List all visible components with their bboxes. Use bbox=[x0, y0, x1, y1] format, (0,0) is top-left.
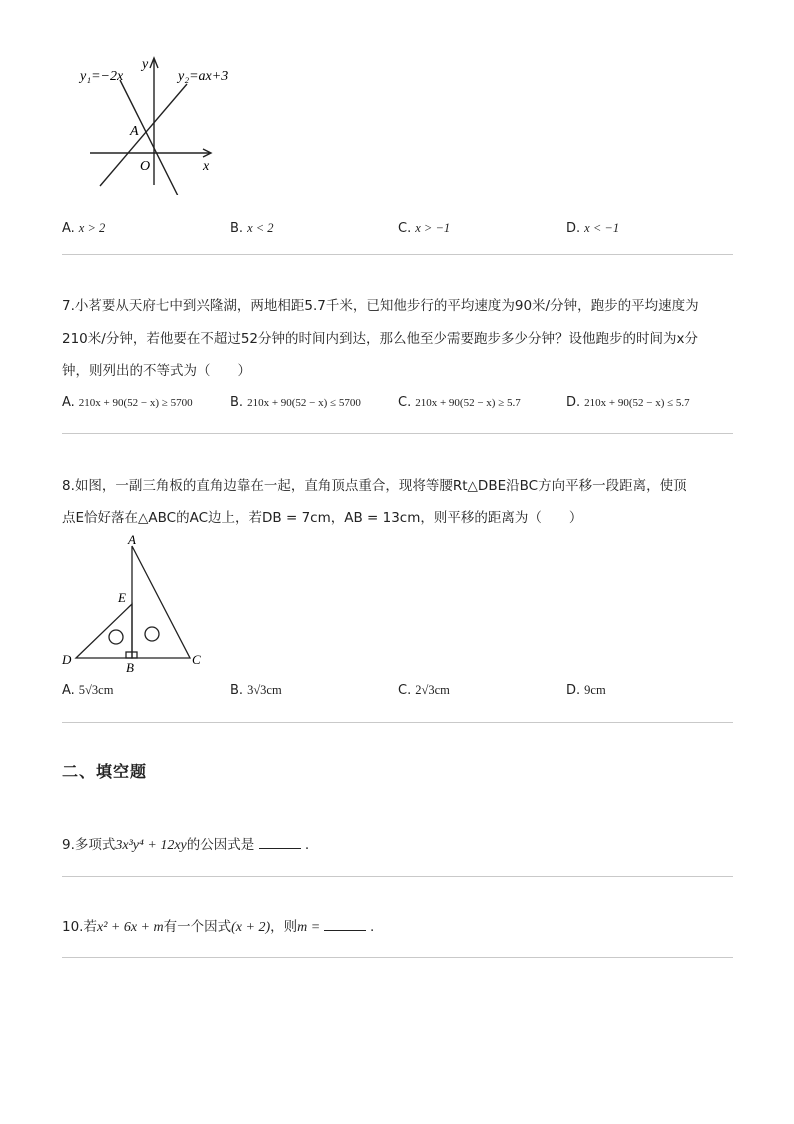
q10-var: m = bbox=[297, 920, 324, 935]
q10-prefix: 10.若 bbox=[62, 919, 97, 935]
option-label: D. bbox=[566, 221, 581, 236]
option-label: C. bbox=[398, 395, 412, 410]
y-axis-label: y bbox=[142, 57, 149, 72]
option-text: 210x + 90(52 − x) ≥ 5.7 bbox=[415, 397, 521, 409]
x-axis-label: x bbox=[203, 159, 210, 174]
option-label: A. bbox=[62, 683, 75, 698]
q8-text-line1: 8.如图，一副三角板的直角边靠在一起，直角顶点重合，现将等腰Rt△DBE沿BC方向平移一段距离，使顶 bbox=[62, 478, 687, 494]
option-text: 9cm bbox=[584, 683, 606, 697]
q10-comma: ，则 bbox=[270, 919, 298, 935]
q6-option-b[interactable] bbox=[230, 221, 274, 236]
line-y1 bbox=[120, 80, 178, 195]
q10-middle: 有一个因式 bbox=[163, 919, 232, 935]
q9-answer-blank[interactable] bbox=[259, 836, 301, 849]
triangle-hole-left bbox=[109, 630, 123, 644]
label-c: C bbox=[192, 652, 201, 667]
q8-option-a[interactable] bbox=[62, 683, 113, 698]
option-label: A. bbox=[62, 221, 75, 236]
q10-answer-blank[interactable] bbox=[324, 918, 366, 931]
q7-option-c[interactable] bbox=[398, 395, 521, 410]
option-label: B. bbox=[230, 683, 244, 698]
triangle-figure bbox=[58, 530, 218, 674]
q6-option-a[interactable] bbox=[62, 221, 105, 236]
divider bbox=[62, 722, 733, 723]
origin-label: O bbox=[140, 159, 151, 174]
option-label: C. bbox=[398, 683, 412, 698]
option-text: x > 2 bbox=[78, 221, 106, 235]
q9-text bbox=[62, 836, 309, 855]
q9-end: . bbox=[304, 837, 310, 853]
y2-label: y₂=ax+3 bbox=[178, 69, 229, 84]
q7-option-a[interactable] bbox=[62, 395, 193, 410]
triangle-hole-right bbox=[145, 627, 159, 641]
option-text: 210x + 90(52 − x) ≤ 5700 bbox=[247, 397, 361, 409]
q9-expression: 3x³y⁴ + 12xy bbox=[115, 838, 187, 853]
option-label: A. bbox=[62, 395, 75, 410]
q7-text-line2: 210米/分钟，若他要在不超过52分钟的时间内到达，那么他至少需要跑步多少分钟？设他跑步的时间为x分 bbox=[62, 331, 698, 347]
q6-option-d[interactable] bbox=[566, 221, 619, 236]
q7-option-b[interactable] bbox=[230, 395, 361, 410]
section-title: 二、填空题 bbox=[62, 762, 148, 781]
q8-option-d[interactable] bbox=[566, 683, 606, 698]
q7-text-line3: 钟，则列出的不等式为（ ） bbox=[62, 363, 251, 379]
triangle-abc bbox=[132, 546, 190, 658]
divider bbox=[62, 254, 733, 255]
q6-option-c[interactable] bbox=[398, 221, 450, 236]
divider bbox=[62, 957, 733, 958]
q10-expression: x² + 6x + m bbox=[96, 920, 164, 935]
option-text: 5√3cm bbox=[78, 683, 114, 697]
divider bbox=[62, 876, 733, 877]
q7-text-line1: 7.小茗要从天府七中到兴隆湖，两地相距5.7千米，已知他步行的平均速度为90米/分钟，跑步的平均速度为 bbox=[62, 298, 699, 314]
q9-prefix: 9.多项式 bbox=[62, 837, 116, 853]
option-text: x < −1 bbox=[584, 221, 620, 235]
q8-text-line2: 点E恰好落在△ABC的AC边上，若DB = 7cm，AB = 13cm，则平移的距离为（ ） bbox=[62, 510, 583, 526]
label-b: B bbox=[126, 660, 134, 674]
point-a-label: A bbox=[130, 124, 139, 139]
q10-factor: (x + 2) bbox=[231, 920, 271, 935]
option-label: D. bbox=[566, 683, 581, 698]
triangle-dbe bbox=[76, 604, 132, 658]
option-text: 3√3cm bbox=[247, 683, 282, 697]
option-text: 210x + 90(52 − x) ≥ 5700 bbox=[78, 397, 193, 409]
option-label: D. bbox=[566, 395, 581, 410]
option-text: 210x + 90(52 − x) ≤ 5.7 bbox=[584, 397, 690, 409]
option-label: B. bbox=[230, 221, 244, 236]
label-d: D bbox=[62, 652, 72, 667]
q10-end: . bbox=[369, 919, 375, 935]
option-label: C. bbox=[398, 221, 412, 236]
option-text: x > −1 bbox=[415, 221, 451, 235]
q10-text bbox=[62, 918, 374, 937]
option-text: x < 2 bbox=[247, 221, 274, 235]
label-e: E bbox=[118, 590, 126, 605]
divider bbox=[62, 433, 733, 434]
label-a: A bbox=[128, 532, 136, 547]
option-text: 2√3cm bbox=[415, 683, 450, 697]
y1-label: y₁=−2x bbox=[80, 69, 124, 84]
q7-option-d[interactable] bbox=[566, 395, 690, 410]
q8-option-b[interactable] bbox=[230, 683, 282, 698]
linear-functions-graph bbox=[70, 50, 250, 195]
option-label: B. bbox=[230, 395, 244, 410]
q9-suffix: 的公因式是 bbox=[186, 837, 255, 853]
q8-option-c[interactable] bbox=[398, 683, 450, 698]
